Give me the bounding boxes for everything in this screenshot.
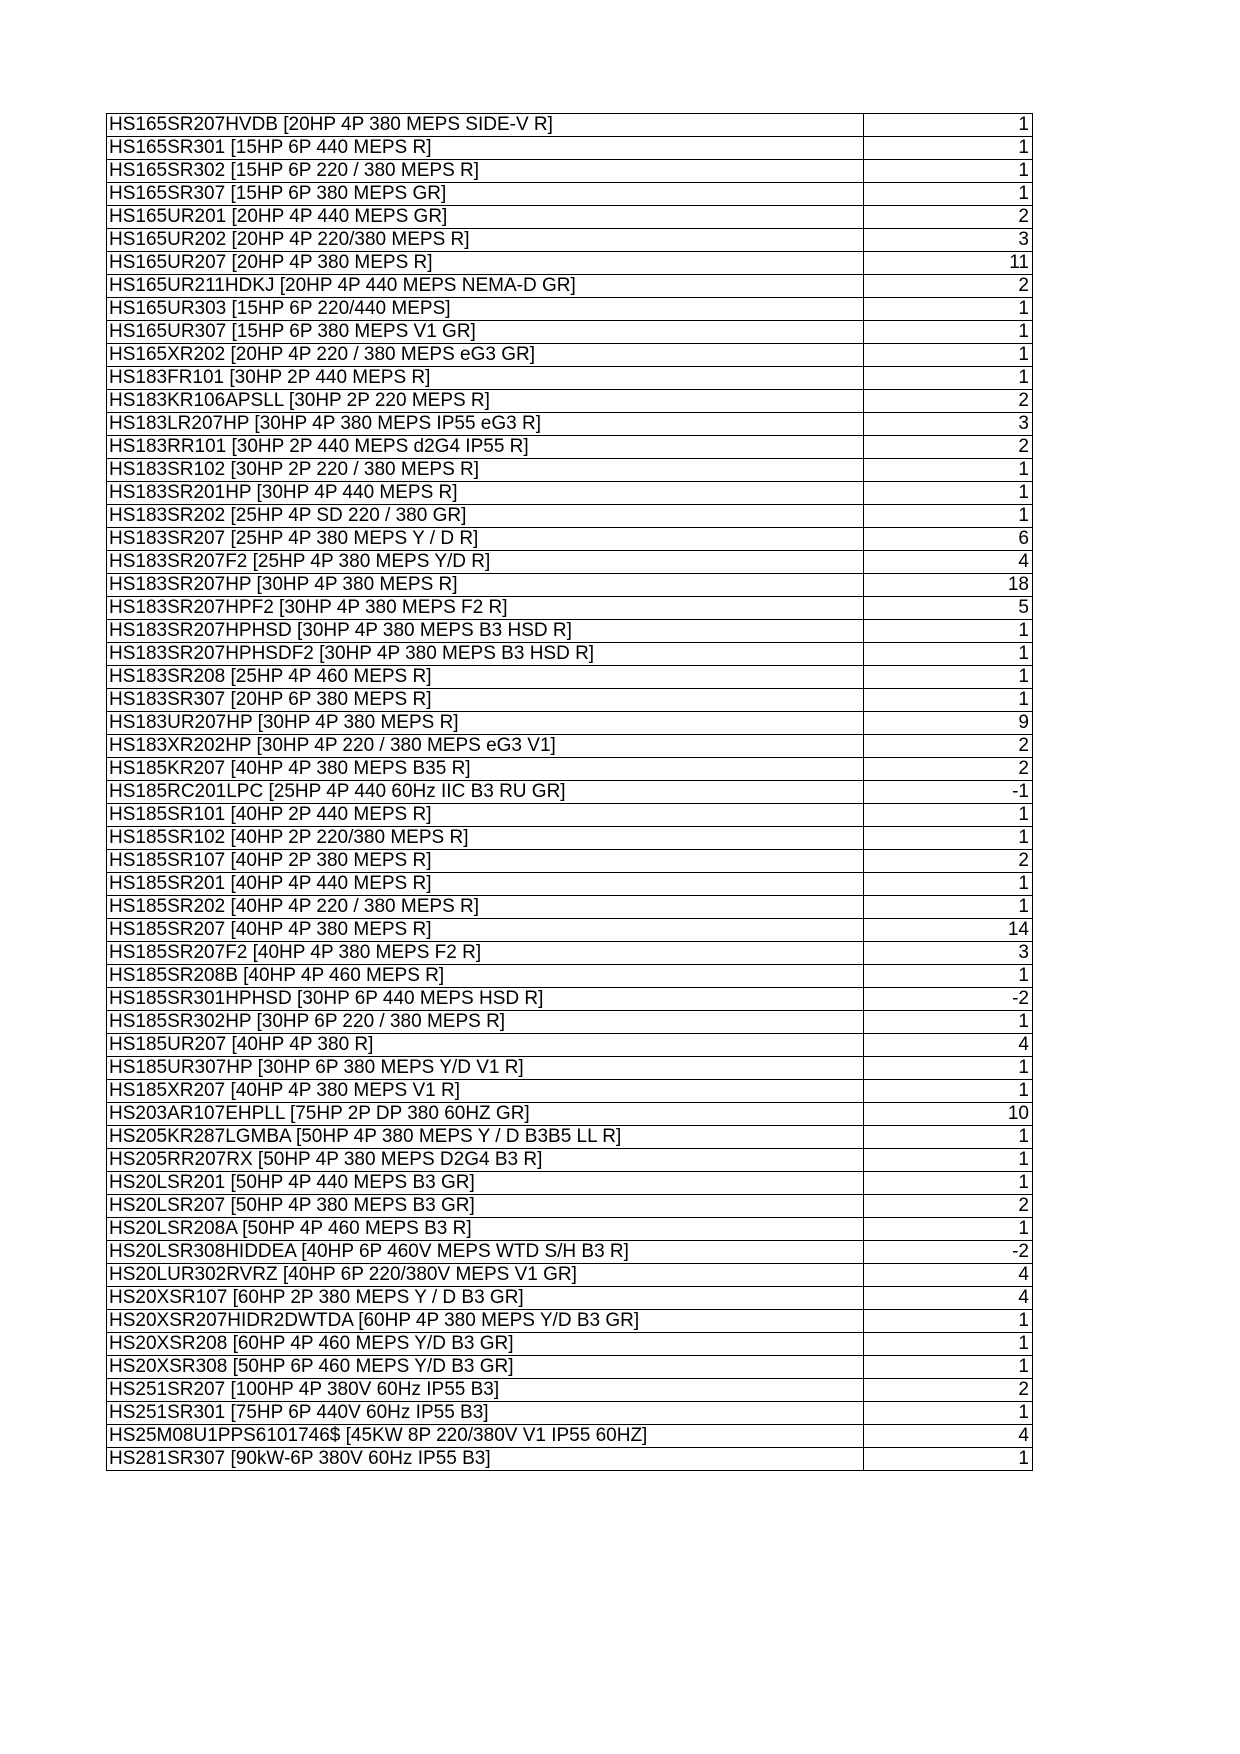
table-row <box>107 1333 1033 1356</box>
quantity-cell: 4 <box>864 1264 1033 1287</box>
item-description-cell: HS183SR202 [25HP 4P SD 220 / 380 GR] <box>107 505 864 528</box>
item-description-cell: HS165UR211HDKJ [20HP 4P 440 MEPS NEMA-D GR] <box>107 275 864 298</box>
item-description-cell: HS205RR207RX [50HP 4P 380 MEPS D2G4 B3 R] <box>107 1149 864 1172</box>
item-description-cell: HS183SR207 [25HP 4P 380 MEPS Y / D R] <box>107 528 864 551</box>
item-description-cell: HS183XR202HP [30HP 4P 220 / 380 MEPS eG3 V1] <box>107 735 864 758</box>
table-row <box>107 436 1033 459</box>
inventory-table-body <box>107 114 1033 1471</box>
quantity-cell: 4 <box>864 551 1033 574</box>
table-row <box>107 574 1033 597</box>
quantity-cell: 1 <box>864 666 1033 689</box>
item-description-cell: HS20LUR302RVRZ [40HP 6P 220/380V MEPS V1 GR] <box>107 1264 864 1287</box>
item-description-cell: HS185SR207F2 [40HP 4P 380 MEPS F2 R] <box>107 942 864 965</box>
quantity-cell: 2 <box>864 1195 1033 1218</box>
quantity-cell: 1 <box>864 896 1033 919</box>
quantity-cell: 1 <box>864 1080 1033 1103</box>
table-row <box>107 1057 1033 1080</box>
quantity-cell: 1 <box>864 1149 1033 1172</box>
quantity-cell: 11 <box>864 252 1033 275</box>
table-row <box>107 942 1033 965</box>
table-row <box>107 551 1033 574</box>
table-row <box>107 1425 1033 1448</box>
table-row <box>107 1356 1033 1379</box>
table-row <box>107 1310 1033 1333</box>
quantity-cell: 1 <box>864 1126 1033 1149</box>
table-row <box>107 597 1033 620</box>
quantity-cell: 1 <box>864 643 1033 666</box>
table-row <box>107 804 1033 827</box>
quantity-cell: 2 <box>864 436 1033 459</box>
table-row <box>107 528 1033 551</box>
table-row <box>107 1149 1033 1172</box>
table-row <box>107 919 1033 942</box>
quantity-cell: 2 <box>864 390 1033 413</box>
quantity-cell: 1 <box>864 1333 1033 1356</box>
item-description-cell: HS165UR307 [15HP 6P 380 MEPS V1 GR] <box>107 321 864 344</box>
quantity-cell: 4 <box>864 1425 1033 1448</box>
table-row <box>107 183 1033 206</box>
table-row <box>107 735 1033 758</box>
quantity-cell: -1 <box>864 781 1033 804</box>
quantity-cell: 1 <box>864 459 1033 482</box>
table-row <box>107 1195 1033 1218</box>
item-description-cell: HS183SR207HP [30HP 4P 380 MEPS R] <box>107 574 864 597</box>
quantity-cell: 1 <box>864 965 1033 988</box>
quantity-cell: 1 <box>864 160 1033 183</box>
quantity-cell: 4 <box>864 1287 1033 1310</box>
quantity-cell: 3 <box>864 413 1033 436</box>
item-description-cell: HS20LSR207 [50HP 4P 380 MEPS B3 GR] <box>107 1195 864 1218</box>
quantity-cell: 1 <box>864 1218 1033 1241</box>
item-description-cell: HS20XSR308 [50HP 6P 460 MEPS Y/D B3 GR] <box>107 1356 864 1379</box>
table-row <box>107 1172 1033 1195</box>
quantity-cell: 1 <box>864 1356 1033 1379</box>
item-description-cell: HS185SR201 [40HP 4P 440 MEPS R] <box>107 873 864 896</box>
table-row <box>107 367 1033 390</box>
item-description-cell: HS20LSR308HIDDEA [40HP 6P 460V MEPS WTD S/H B3 R] <box>107 1241 864 1264</box>
table-row <box>107 137 1033 160</box>
item-description-cell: HS185SR208B [40HP 4P 460 MEPS R] <box>107 965 864 988</box>
quantity-cell: -2 <box>864 988 1033 1011</box>
item-description-cell: HS185SR102 [40HP 2P 220/380 MEPS R] <box>107 827 864 850</box>
table-row <box>107 781 1033 804</box>
table-row <box>107 827 1033 850</box>
quantity-cell: 3 <box>864 229 1033 252</box>
quantity-cell: 3 <box>864 942 1033 965</box>
item-description-cell: HS165UR303 [15HP 6P 220/440 MEPS] <box>107 298 864 321</box>
item-description-cell: HS183SR102 [30HP 2P 220 / 380 MEPS R] <box>107 459 864 482</box>
table-row <box>107 1080 1033 1103</box>
quantity-cell: 1 <box>864 137 1033 160</box>
table-row <box>107 1241 1033 1264</box>
item-description-cell: HS183SR307 [20HP 6P 380 MEPS R] <box>107 689 864 712</box>
item-description-cell: HS20LSR208A [50HP 4P 460 MEPS B3 R] <box>107 1218 864 1241</box>
table-row <box>107 114 1033 137</box>
quantity-cell: 2 <box>864 1379 1033 1402</box>
quantity-cell: 1 <box>864 183 1033 206</box>
table-row <box>107 275 1033 298</box>
item-description-cell: HS165SR307 [15HP 6P 380 MEPS GR] <box>107 183 864 206</box>
item-description-cell: HS165UR202 [20HP 4P 220/380 MEPS R] <box>107 229 864 252</box>
table-row <box>107 620 1033 643</box>
quantity-cell: 1 <box>864 114 1033 137</box>
table-row <box>107 482 1033 505</box>
inventory-table <box>106 113 1033 1471</box>
quantity-cell: 5 <box>864 597 1033 620</box>
quantity-cell: 1 <box>864 1057 1033 1080</box>
table-row <box>107 1103 1033 1126</box>
item-description-cell: HS251SR207 [100HP 4P 380V 60Hz IP55 B3] <box>107 1379 864 1402</box>
item-description-cell: HS203AR107EHPLL [75HP 2P DP 380 60HZ GR] <box>107 1103 864 1126</box>
table-row <box>107 873 1033 896</box>
item-description-cell: HS185SR107 [40HP 2P 380 MEPS R] <box>107 850 864 873</box>
item-description-cell: HS165SR301 [15HP 6P 440 MEPS R] <box>107 137 864 160</box>
item-description-cell: HS185SR301HPHSD [30HP 6P 440 MEPS HSD R] <box>107 988 864 1011</box>
table-row <box>107 758 1033 781</box>
table-row <box>107 850 1033 873</box>
table-row <box>107 712 1033 735</box>
table-row <box>107 988 1033 1011</box>
quantity-cell: 2 <box>864 850 1033 873</box>
item-description-cell: HS281SR307 [90kW-6P 380V 60Hz IP55 B3] <box>107 1448 864 1471</box>
table-row <box>107 1448 1033 1471</box>
item-description-cell: HS183LR207HP [30HP 4P 380 MEPS IP55 eG3 R] <box>107 413 864 436</box>
quantity-cell: 1 <box>864 620 1033 643</box>
item-description-cell: HS20XSR107 [60HP 2P 380 MEPS Y / D B3 GR] <box>107 1287 864 1310</box>
quantity-cell: 6 <box>864 528 1033 551</box>
table-row <box>107 1034 1033 1057</box>
item-description-cell: HS185SR302HP [30HP 6P 220 / 380 MEPS R] <box>107 1011 864 1034</box>
table-row <box>107 1126 1033 1149</box>
item-description-cell: HS185UR207 [40HP 4P 380 R] <box>107 1034 864 1057</box>
item-description-cell: HS183UR207HP [30HP 4P 380 MEPS R] <box>107 712 864 735</box>
item-description-cell: HS20XSR207HIDR2DWTDA [60HP 4P 380 MEPS Y/D B3 GR] <box>107 1310 864 1333</box>
quantity-cell: 10 <box>864 1103 1033 1126</box>
item-description-cell: HS183SR207HPHSDF2 [30HP 4P 380 MEPS B3 HSD R] <box>107 643 864 666</box>
table-row <box>107 344 1033 367</box>
item-description-cell: HS183SR207HPF2 [30HP 4P 380 MEPS F2 R] <box>107 597 864 620</box>
quantity-cell: 1 <box>864 1172 1033 1195</box>
table-row <box>107 666 1033 689</box>
item-description-cell: HS165XR202 [20HP 4P 220 / 380 MEPS eG3 GR] <box>107 344 864 367</box>
item-description-cell: HS185XR207 [40HP 4P 380 MEPS V1 R] <box>107 1080 864 1103</box>
table-row <box>107 252 1033 275</box>
item-description-cell: HS183SR207F2 [25HP 4P 380 MEPS Y/D R] <box>107 551 864 574</box>
quantity-cell: 1 <box>864 1310 1033 1333</box>
item-description-cell: HS251SR301 [75HP 6P 440V 60Hz IP55 B3] <box>107 1402 864 1425</box>
table-row <box>107 505 1033 528</box>
quantity-cell: 1 <box>864 1402 1033 1425</box>
item-description-cell: HS183SR207HPHSD [30HP 4P 380 MEPS B3 HSD R] <box>107 620 864 643</box>
item-description-cell: HS185UR307HP [30HP 6P 380 MEPS Y/D V1 R] <box>107 1057 864 1080</box>
item-description-cell: HS185SR207 [40HP 4P 380 MEPS R] <box>107 919 864 942</box>
quantity-cell: 1 <box>864 804 1033 827</box>
quantity-cell: 18 <box>864 574 1033 597</box>
table-row <box>107 390 1033 413</box>
quantity-cell: 1 <box>864 505 1033 528</box>
item-description-cell: HS183SR201HP [30HP 4P 440 MEPS R] <box>107 482 864 505</box>
table-row <box>107 160 1033 183</box>
item-description-cell: HS183KR106APSLL [30HP 2P 220 MEPS R] <box>107 390 864 413</box>
item-description-cell: HS185SR202 [40HP 4P 220 / 380 MEPS R] <box>107 896 864 919</box>
quantity-cell: 1 <box>864 827 1033 850</box>
item-description-cell: HS183RR101 [30HP 2P 440 MEPS d2G4 IP55 R] <box>107 436 864 459</box>
item-description-cell: HS165SR302 [15HP 6P 220 / 380 MEPS R] <box>107 160 864 183</box>
item-description-cell: HS185RC201LPC [25HP 4P 440 60Hz IIC B3 RU GR] <box>107 781 864 804</box>
table-row <box>107 413 1033 436</box>
table-row <box>107 689 1033 712</box>
item-description-cell: HS20LSR201 [50HP 4P 440 MEPS B3 GR] <box>107 1172 864 1195</box>
item-description-cell: HS185SR101 [40HP 2P 440 MEPS R] <box>107 804 864 827</box>
table-row <box>107 1287 1033 1310</box>
quantity-cell: 1 <box>864 873 1033 896</box>
table-row <box>107 206 1033 229</box>
quantity-cell: 1 <box>864 689 1033 712</box>
item-description-cell: HS25M08U1PPS6101746$ [45KW 8P 220/380V V1 IP55 60HZ] <box>107 1425 864 1448</box>
quantity-cell: 1 <box>864 1448 1033 1471</box>
table-row <box>107 1011 1033 1034</box>
quantity-cell: -2 <box>864 1241 1033 1264</box>
quantity-cell: 2 <box>864 758 1033 781</box>
quantity-cell: 2 <box>864 735 1033 758</box>
item-description-cell: HS165UR201 [20HP 4P 440 MEPS GR] <box>107 206 864 229</box>
item-description-cell: HS205KR287LGMBA [50HP 4P 380 MEPS Y / D B3B5 LL R] <box>107 1126 864 1149</box>
table-row <box>107 643 1033 666</box>
quantity-cell: 1 <box>864 344 1033 367</box>
table-row <box>107 229 1033 252</box>
quantity-cell: 2 <box>864 206 1033 229</box>
table-row <box>107 298 1033 321</box>
quantity-cell: 14 <box>864 919 1033 942</box>
quantity-cell: 1 <box>864 298 1033 321</box>
item-description-cell: HS165UR207 [20HP 4P 380 MEPS R] <box>107 252 864 275</box>
table-row <box>107 459 1033 482</box>
quantity-cell: 2 <box>864 275 1033 298</box>
item-description-cell: HS183SR208 [25HP 4P 460 MEPS R] <box>107 666 864 689</box>
quantity-cell: 9 <box>864 712 1033 735</box>
item-description-cell: HS185KR207 [40HP 4P 380 MEPS B35 R] <box>107 758 864 781</box>
table-row <box>107 1264 1033 1287</box>
table-row <box>107 965 1033 988</box>
quantity-cell: 1 <box>864 321 1033 344</box>
table-row <box>107 1402 1033 1425</box>
item-description-cell: HS20XSR208 [60HP 4P 460 MEPS Y/D B3 GR] <box>107 1333 864 1356</box>
item-description-cell: HS165SR207HVDB [20HP 4P 380 MEPS SIDE-V R] <box>107 114 864 137</box>
table-row <box>107 321 1033 344</box>
table-row <box>107 1379 1033 1402</box>
table-row <box>107 1218 1033 1241</box>
quantity-cell: 1 <box>864 367 1033 390</box>
item-description-cell: HS183FR101 [30HP 2P 440 MEPS R] <box>107 367 864 390</box>
quantity-cell: 1 <box>864 1011 1033 1034</box>
quantity-cell: 4 <box>864 1034 1033 1057</box>
table-row <box>107 896 1033 919</box>
quantity-cell: 1 <box>864 482 1033 505</box>
